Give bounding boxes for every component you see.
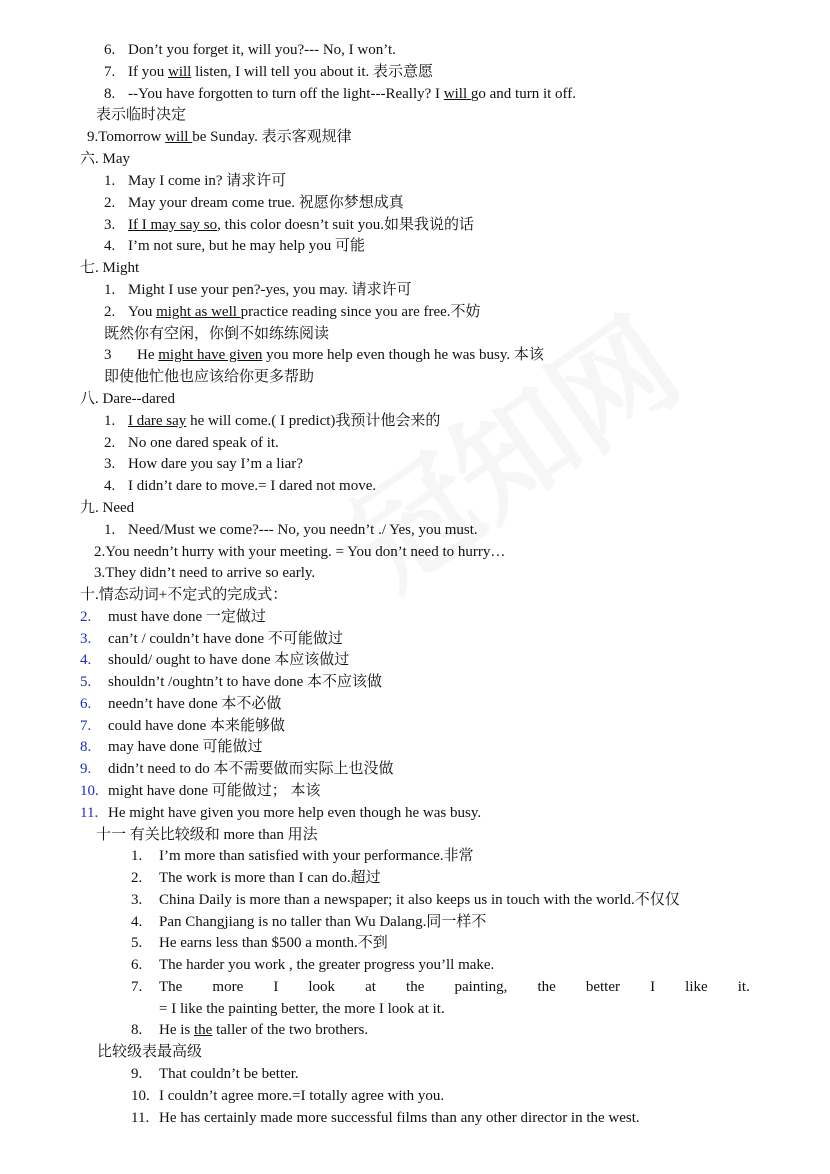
text-line: [131, 978, 750, 997]
item-number: 9.: [80, 761, 92, 777]
item-number: 2.: [104, 435, 116, 451]
line-body: The work is more than I can do.超过: [159, 870, 381, 886]
line-body: He might have given you more help even though he was busy.: [108, 805, 482, 821]
text-line: [104, 303, 481, 322]
text-line: [131, 847, 474, 866]
item-number: 1.: [104, 522, 116, 538]
line-body: How dare you say I’m a liar?: [128, 456, 303, 472]
text-line: [104, 521, 478, 540]
line-body: = I like the painting better, the more I look at it.: [159, 1001, 445, 1017]
text-line: [80, 804, 482, 823]
text-line: [104, 172, 287, 191]
item-number: 10.: [80, 783, 99, 799]
item-number: 3.: [104, 456, 116, 472]
line-body: [128, 303, 481, 321]
item-number: 4.: [80, 652, 92, 668]
item-number: 8.: [80, 739, 92, 755]
word: it.: [737, 979, 750, 995]
text-line: [131, 891, 680, 910]
item-number: 2.: [104, 195, 116, 211]
item-number: 2.: [131, 870, 143, 886]
line-body: Don’t you forget it, will you?--- No, I won’t.: [128, 42, 396, 58]
line-body: 比较级表最高级: [97, 1044, 203, 1060]
watermark: [313, 272, 707, 619]
word: the: [406, 979, 425, 995]
underlined-phrase: If I may say so: [128, 217, 218, 233]
text-line: [104, 455, 303, 474]
line-body: I’m not sure, but he may help you 可能: [128, 238, 366, 254]
item-number: 3.: [131, 892, 143, 908]
line-body: That couldn’t be better.: [159, 1066, 299, 1082]
item-number: 1.: [104, 173, 116, 189]
item-number: 4.: [104, 238, 116, 254]
text-line: [80, 608, 266, 627]
text-segment: 9.Tomorrow: [87, 129, 166, 145]
text-segment: he will come.( I predict)我预计他会来的: [186, 413, 441, 429]
text-line: [80, 760, 394, 779]
line-body: [159, 978, 750, 996]
underlined-phrase: might have given: [158, 347, 263, 363]
word: better: [585, 979, 621, 995]
line-body: [128, 63, 433, 81]
item-number: 6.: [104, 42, 116, 58]
word: more: [212, 979, 244, 995]
line-body: May I come in? 请求许可: [128, 173, 287, 189]
underlined-phrase: will: [443, 86, 471, 102]
word: look: [308, 979, 336, 995]
text-line: [80, 782, 321, 801]
item-number: 1.: [131, 848, 143, 864]
line-body: I’m more than satisfied with your performance.非常: [159, 848, 474, 864]
line-body: Need/Must we come?--- No, you needn’t ./ Yes, you must.: [128, 522, 478, 538]
line-body: might have done 可能做过； 本该: [108, 783, 321, 799]
text-segment: practice reading since you are free.不妨: [240, 304, 481, 320]
text-segment: listen, I will tell you about it. 表示意愿: [191, 64, 433, 80]
line-body: 2.You needn’t hurry with your meeting. = You don’t need to hurry…: [94, 544, 506, 560]
text-line: [104, 434, 279, 453]
item-number: 6.: [80, 696, 92, 712]
text-line: [131, 934, 388, 953]
text-line: [104, 194, 404, 213]
line-body: should/ ought to have done 本应该做过: [108, 652, 350, 668]
line-body: can’t / couldn’t have done 不可能做过: [108, 631, 343, 647]
underlined-phrase: will: [165, 129, 193, 145]
item-number: 8.: [104, 86, 116, 102]
text-line: [80, 738, 263, 757]
underlined-phrase: might as well: [156, 304, 241, 320]
underlined-phrase: will: [168, 64, 192, 80]
item-number: 3: [104, 347, 112, 363]
line-body: 八. Dare--dared: [80, 391, 175, 407]
text-segment: You: [128, 304, 157, 320]
item-number: 3.: [104, 217, 116, 233]
underlined-phrase: the: [194, 1022, 213, 1038]
line-body: He earns less than $500 a month.不到: [159, 935, 388, 951]
text-line: [80, 695, 282, 714]
line-body: Might I use your pen?-yes, you may. 请求许可: [128, 282, 412, 298]
line-body: [128, 412, 440, 430]
text-segment: --You have forgotten to turn off the light---Really? I: [128, 86, 444, 102]
text-line: [80, 673, 383, 692]
line-body: China Daily is more than a newspaper; it also keeps us in touch with the world.不仅仅: [159, 892, 680, 908]
line-body: 3.They didn’t need to arrive so early.: [94, 565, 316, 581]
line-body: 十.情态动词+不定式的完成式：: [80, 587, 288, 603]
text-segment: He is: [159, 1022, 194, 1038]
line-body: [128, 216, 474, 234]
text-line: [104, 477, 377, 496]
item-number: 7.: [80, 718, 92, 734]
text-line: [80, 717, 286, 736]
line-body: [137, 346, 544, 364]
text-line: [104, 237, 366, 256]
item-number: 9.: [131, 1066, 143, 1082]
text-line: [104, 412, 441, 431]
line-body: shouldn’t /oughtn’t to have done 本不应该做: [108, 674, 383, 690]
text-segment: , this color doesn’t suit you.如果我说的话: [217, 217, 474, 233]
item-number: 8.: [131, 1022, 143, 1038]
item-number: 7.: [131, 979, 143, 995]
word: at: [365, 979, 376, 995]
line-body: [128, 85, 576, 103]
text-line: [131, 956, 495, 975]
word: I: [650, 979, 656, 995]
word: I: [273, 979, 279, 995]
item-number: 3.: [80, 631, 92, 647]
line-body: may have done 可能做过: [108, 739, 263, 755]
word: the: [537, 979, 556, 995]
item-number: 4.: [131, 914, 143, 930]
line-body: He has certainly made more successful films than any other director in the west.: [159, 1110, 640, 1126]
line-body: 既然你有空闲，你倒不如练练阅读: [104, 326, 330, 342]
word: The: [159, 979, 183, 995]
line-body: Pan Changjiang is no taller than Wu Dalang.同一样不: [159, 914, 487, 930]
line-body: 六. May: [80, 151, 130, 167]
text-line: [131, 913, 487, 932]
line-body: didn’t need to do 本不需要做而实际上也没做: [108, 761, 394, 777]
text-segment: you more help even though he was busy. 本该: [262, 347, 544, 363]
line-body: needn’t have done 本不必做: [108, 696, 282, 712]
text-line: [104, 63, 433, 82]
line-body: May your dream come true. 祝愿你梦想成真: [128, 195, 404, 211]
line-body: 即使他忙他也应该给你更多帮助: [104, 369, 315, 385]
text-line: [131, 869, 381, 888]
line-body: 七. Might: [80, 260, 140, 276]
text-line: [104, 346, 544, 365]
text-line: [104, 216, 474, 235]
line-body: I couldn’t agree more.=I totally agree with you.: [159, 1088, 445, 1104]
item-number: 5.: [80, 674, 92, 690]
item-number: 1.: [104, 282, 116, 298]
word: painting,: [454, 979, 508, 995]
line-body: [159, 1021, 368, 1039]
item-number: 4.: [104, 478, 116, 494]
line-body: The harder you work , the greater progress you’ll make.: [159, 957, 495, 973]
line-body: 九. Need: [80, 500, 135, 516]
item-number: 6.: [131, 957, 143, 973]
text-segment: taller of the two brothers.: [212, 1022, 369, 1038]
line-body: I didn’t dare to move.= I dared not move.: [128, 478, 377, 494]
text-segment: He: [137, 347, 159, 363]
line-body: could have done 本来能够做: [108, 718, 286, 734]
item-number: 5.: [131, 935, 143, 951]
item-number: 2.: [104, 304, 116, 320]
line-body: must have done 一定做过: [108, 609, 266, 625]
text-line: [104, 281, 412, 300]
line-body: 十一 有关比较级和 more than 用法: [96, 827, 318, 843]
line-body: [87, 128, 352, 146]
item-number: 2.: [80, 609, 92, 625]
item-number: 11.: [131, 1110, 150, 1126]
text-line: [104, 85, 576, 104]
text-line: [131, 1021, 369, 1040]
word: like: [685, 979, 708, 995]
text-segment: go and turn it off.: [470, 86, 576, 102]
text-line: [80, 630, 343, 649]
item-number: 7.: [104, 64, 116, 80]
item-number: 10.: [131, 1088, 150, 1104]
underlined-phrase: I dare say: [128, 413, 187, 429]
text-segment: If you: [128, 64, 168, 80]
item-number: 11.: [80, 805, 99, 821]
text-line: [131, 1087, 445, 1106]
text-line: [131, 1065, 299, 1084]
text-line: [80, 651, 350, 670]
item-number: 1.: [104, 413, 116, 429]
line-body: 表示临时决定: [96, 107, 187, 123]
line-body: No one dared speak of it.: [128, 435, 279, 451]
text-line: [131, 1109, 640, 1128]
text-segment: be Sunday. 表示客观规律: [192, 129, 352, 145]
text-line: [104, 41, 396, 60]
